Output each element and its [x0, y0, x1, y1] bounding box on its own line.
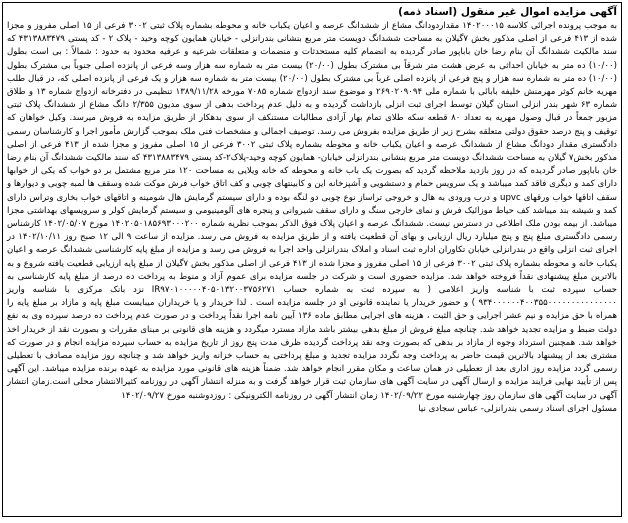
notice-title: آگهی مزایده اموال غیر منقول (اسناد ذمه) [398, 6, 617, 18]
notice-signature: مسئول اجرای اسناد رسمی بندرانزلی- عباس سجادی نیا [418, 403, 617, 414]
auction-notice [2, 2, 622, 517]
notice-body: به موجب پرونده اجرائی کلاسه ۱۴۰۲۰۰۰۱۵ مقداردودانگ مشاع از ششدانگ عرصه و اعیان یکباب خانه و محوطه بشماره پلاک ثبتی ۳۰۰۲ فرعی از ۱۵ اصلی مفروز و مجزا شده از ۴۱۳ فرعی از اصلی مذکور بخش ۷گیلان به مساحت ششدانگ دویست متر مربع بنشانی بندرانزلی - خیابان همایون کوچه وحید - پلاک ۲ - کد پستی ۴۳۱۳۸۸۳۴۷۹ که سند مالکیت ششدانگ آن بنام رضا خان باباپور صادر گردیده به انضمام کلیه مستحدثات و منضمات و متعلقات شرعیه و عرفیه محدود به حدود : شمالاً : بی است بطول (۱۰/۰۰) ده متر به خیابان احداثی به عرض هشت متر شرقاً بی مشترک بطول (۲۰/۰۰) بیست متر به شماره سه هزار وسه فرعی از پانزده اصلی جنوباً بی مشترک بطول (۱۰/۰۰) ده متر به شماره سه هزار و پنج فرعی از پانزده اصلی غرباً بی مشترک بطول (۲۰/۰۰) بیست متر به شماره سه هزار و یک فرعی از پانزده اصلی که، در قبال طلب مهریه خانم کوثر مهرمنش خلیفه بابائی با شماره ملی ۲۶۹۰۲۰۹۰۹۴ و موضوع سند ازدواج شماره ۷۰۸۵ مورخه ۱۳۸۹/۱۱/۲۸ تنظیمی در دفترخانه ازدواج شماره ۱۳ و طلاق شماره ۶۳ شهر بندر انزلی استان گیلان توسط اجرای ثبت انزلی بازداشت گردیده و به دلیل عدم پرداخت بدهی از سوی مدیون ۲/۳۵۵ دانگ مشاع از ششدانگ پلاک ثبتی مزبور جمعاً در قبال وصول مهریه به تعداد ۸۰ قطعه سکه طلای تمام بهار آزادی مطالبات مستنکف از سوی بدهکار از طریق مزایده به فروش میرسد. وکیل خواهان که توقیف و پنج درصد حقوق دولتی متعلقه بشرح زیر از طریق مزایده بفروش می رسد. توصیف اجمالی و مشخصات فنی ملک بموجب گزارش مأمور اجرا و کارشناسان رسمی دادگستری مقدار دودانگ مشاع از ششدانگ عرصه و اعیان یکباب خانه و محوطه بشماره پلاک ثبتی ۳۰۰۲ فرعی از ۱۵ اصلی مفروز و مجزا شده از ۴۱۳ فرعی از اصلی مذکور بخش۷ گیلان به مساحت ششدانگ دویست متر مربع بنشانی بندرانزلی خیابان- همایون کوچه وحید-پلاک۲-کد پستی ۴۳۱۳۸۸۳۴۷۹ که سند مالکیت ششدانگ آن بنام رضا خان باباپور صادر گردیده که در روز بازدید ملاحظه گردید که بصورت یک باب خانه و محوطه که خانه ویلایی به مساحت ۱۲۰ متر مربع مشتمل بر دو خواب که یکی از خوابها دارای کمد و دیگری فاقد کمد میباشد و یک سرویس حمام و دستشویی و آشپزخانه این و کابینتهای چوبی و کف اتاق خواب فرش موکت شده وسقف ها لمبه چوبی و دیوارها و سقف اتاقها خواب ورقهای upvc و درب ورودی به هال و خروجی تراساز نوع چوبی دو لنگه بوده و دارای سیستم گرمایش هال شومینه و اتاقهای خواب بخاری وتراس دارای کمد و شیشه بند میباشد کف حیاط موزائیک فرش و نمای خارجی سنگ و دارای سقف شیروانی و پنجره های آلومینیومی و سیستم گرمایش کولر و سرویسهای بهداشتی مجزا میباشد. از بیمه بودن ملک اطلاعی در دسترس نیست. ششدانگ عرصه و اعیان پلاک فوق الذکر بموجب نظریه شماره ۱۴۰۲۰۵۰۱۸۵۶۹۳۰۰۰۲۰۰ مورخ ۱۴۰۲/۰۵/۰۷ کارشناس رسمی دادگستری مبلغ پنج و پنج میلیارد ریال ارزیابی و بهای آن قطعیت یافته و از طریق مزایده به فروش می رسد. مزایده از ساعت ۹ الی ۱۲ صبح روز ۱۴۰۲/۱۰/۱۱ در اجرای ثبت انزلی واقع در بندرانزلی خیابان تکاوران اداره ثبت اسناد و املاک بندرانزلی واحد اجرا به فروش می رسد و مزایده از مبلغ پایه کارشناسی ششدانگ عرصه و اعیان یکباب خانه و محوطه بشماره پلاک ثبتی ۳۰۰۲ فرعی از ۱۵ اصلی مفروز و مجزا شده از ۴۱۳ فرعی از اصلی مذکور بخش ۷گیلان از مبلغ پایه ارزیابی قطعیت یافته شروع و به بالاترین مبلغ پیشنهادی نقداً فروخته خواهد شد. مزایده حضوری است و شرکت در جلسه مزایده برای عموم آزاد و منوط به پرداخت ده درصد از مبلغ پایه کارشناسی به حساب سپرده ثبت با شناسه واریز اعلامی ( به سپرده ثبت به شماره حساب IR۹۷۰۱۰۰۰۰۰۴۰۵۰۱۳۲۰۰۳۷۵۶۲۷۱ نزد بانک مرکزی با شناسه واریز ۹۳۴۰۰۰۰۰۰۴۰۰۳۵۵۰۰۰۰۰۰۰۰۰۰۰۰۰۰۰ ) و حضور خریدار یا نماینده قانونی او در جلسه مزایده است . لذا خریدار و یا خریداران میبایست مبلغ پایه و مازاد بر مبلغ پایه را همراه با حق مزایده و نیم عشر اجرایی و حق الثبت ، هزینه های اجرایی مطابق ماده ۱۳۶ آیین نامه اجرا نقداً پرداخت و در صورت عدم پرداخت ده درصد سپرده وی به نفع دولت ضبط و مزایده تجدید خواهد شد. چنانچه مبلغ فروش از مبلغ بدهی بیشتر باشد مازاد مسترد میگردد و هزینه های قانونی بر مبنای مقررات و بصورت نقد از خریدار اخذ خواهد شد. همچنین استرداد وجوه از مازاد بر بدهی که بصورت وجه نقد پرداخت گردیده ظرف مدت پنج روز از تاریخ مزایده به حساب سپرده مزایده انجام و در صورت که مشتری بعد از پیشنهاد بالاترین قیمت حاضر به پرداخت وجه نگردد مزایده تجدید و مبلغ پرداختی به حساب خزانه واریز خواهد شد و چنانچه روز مزایده مصادف با تعطیلی رسمی گردد مزایده روز اداری بعد از تعطیلی در همان ساعت و مکان مقرر انجام خواهد شد. ضمناً هزینه های قانونی مورد مزایده به عهده برنده مزایده میباشد. این آگهی پس از تأیید نهایی فرایند مزایده و ارسال آگهی در سایت آگهی های سازمان ثبت قرار خواهد گرفت و به منزله انتشار آگهی در روزنامه کثیرالانتشار محلی است.زمان انتشار آگهی در سایت آگهی های سازمان روز چهارشنبه مورخ ۱۴۰۲/۰۹/۲۲ زمان انتشار آگهی در روزنامه الکترونیکی : روزدوشنبه مورخ ۱۴۰۲/۰۹/۲۷ [7, 21, 618, 401]
